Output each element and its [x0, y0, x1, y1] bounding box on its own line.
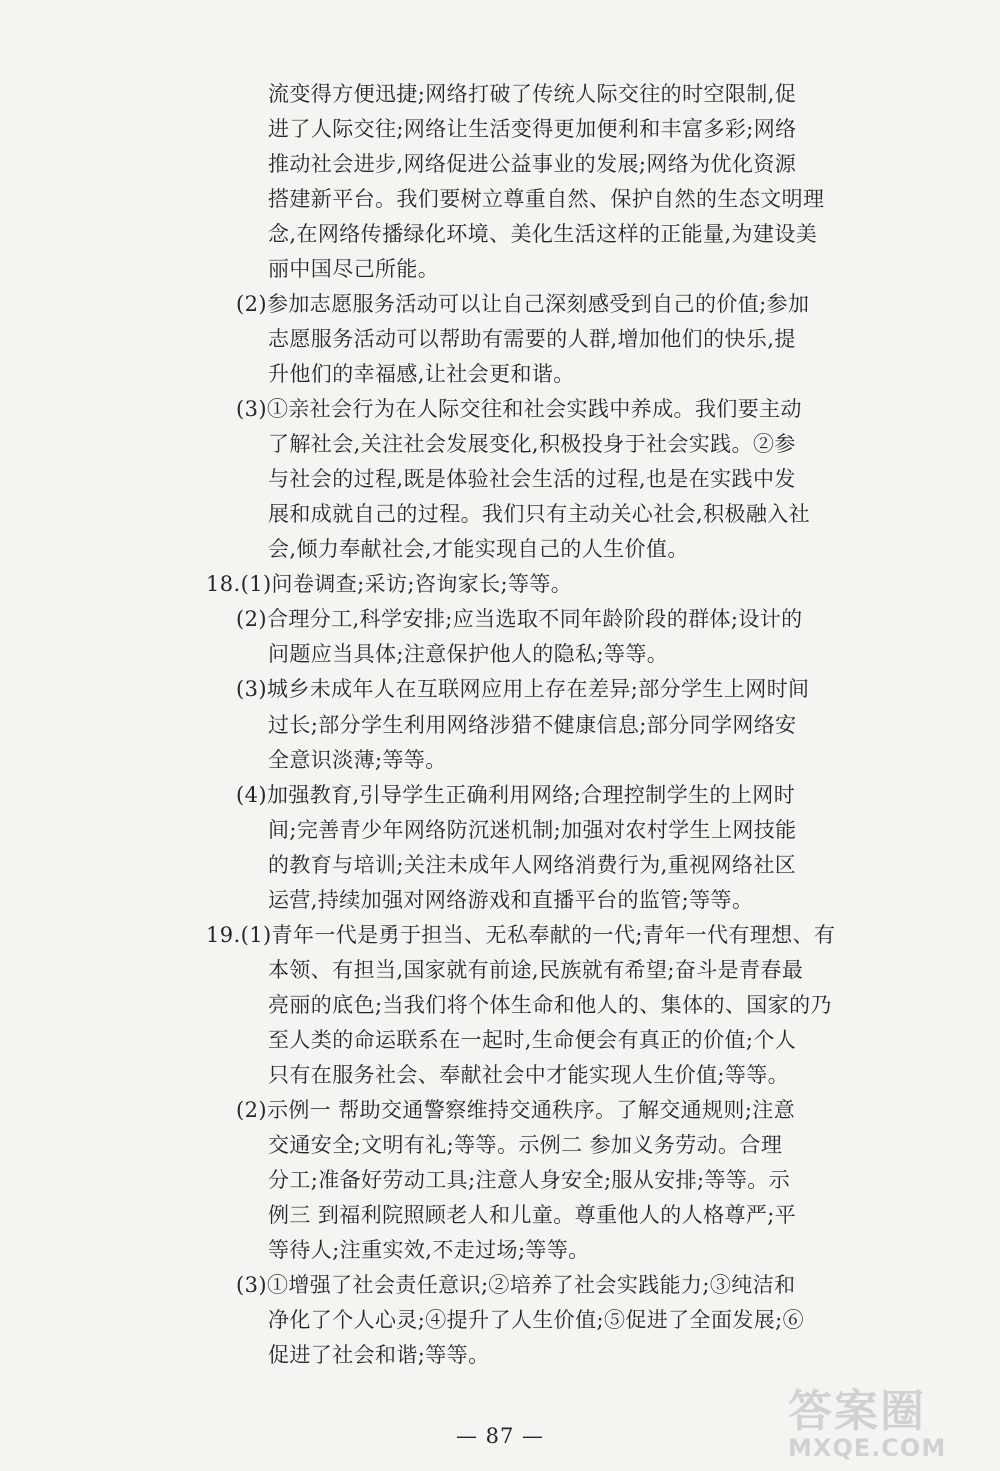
text-line: (3)①亲社会行为在人际交往和社会实践中养成。我们要主动 — [236, 397, 802, 421]
text-line: 间;完善青少年网络防沉迷机制;加强对农村学生上网技能 — [268, 818, 797, 842]
text-line: 过长;部分学生利用网络涉猎不健康信息;部分同学网络安 — [268, 713, 797, 737]
text-line: 的教育与培训;关注未成年人网络消费行为,重视网络社区 — [268, 853, 797, 877]
text-line: 了解社会,关注社会发展变化,积极投身于社会实践。②参 — [268, 432, 796, 456]
text-line: 净化了个人心灵;④提升了人生价值;⑤促进了全面发展;⑥ — [268, 1308, 805, 1332]
text-line: 全意识淡薄;等等。 — [268, 748, 447, 772]
text-line: 推动社会进步,网络促进公益事业的发展;网络为优化资源 — [268, 152, 797, 176]
text-line: 等待人;注重实效,不走过场;等等。 — [268, 1238, 590, 1262]
text-line: 亮丽的底色;当我们将个体生命和他人的、集体的、国家的乃 — [268, 993, 832, 1017]
text-line: 会,倾力奉献社会,才能实现自己的人生价值。 — [268, 537, 689, 561]
text-line: 念,在网络传播绿化环境、美化生活这样的正能量,为建设美 — [268, 222, 818, 246]
watermark-url: MXQE.COM — [788, 1434, 947, 1462]
text-line: 展和成就自己的过程。我们只有主动关心社会,积极融入社 — [268, 502, 811, 526]
text-line: 本领、有担当,国家就有前途,民族就有希望;奋斗是青春最 — [268, 958, 804, 982]
watermark-logo-text: 答案圈 — [788, 1386, 926, 1437]
text-line: 与社会的过程,既是体验社会生活的过程,也是在实践中发 — [268, 467, 796, 491]
text-line: (4)加强教育,引导学生正确利用网络;合理控制学生的上网时 — [236, 783, 796, 807]
text-line: (2)示例一 帮助交通警察维持交通秩序。了解交通规则;注意 — [236, 1098, 796, 1122]
question-19-line: 19.(1)青年一代是勇于担当、无私奉献的一代;青年一代有理想、有 — [206, 923, 836, 947]
text-line: 丽中国尽己所能。 — [268, 257, 440, 281]
watermark-logo — [788, 1386, 988, 1466]
text-line: 搭建新平台。我们要树立尊重自然、保护自然的生态文明理 — [268, 187, 825, 211]
text-line: 分工;准备好劳动工具;注意人身安全;服从安排;等等。示 — [268, 1168, 791, 1192]
text-line: 升他们的幸福感,让社会更和谐。 — [268, 362, 575, 386]
text-line: 流变得方便迅捷;网络打破了传统人际交往的时空限制,促 — [268, 82, 797, 106]
text-line: 只有在服务社会、奉献社会中才能实现人生价值;等等。 — [268, 1063, 790, 1087]
text-line: 促进了社会和谐;等等。 — [268, 1343, 490, 1367]
text-line: (3)城乡未成年人在互联网应用上存在差异;部分学生上网时间 — [236, 677, 810, 701]
text-line: 例三 到福利院照顾老人和儿童。尊重他人的人格尊严;平 — [268, 1203, 797, 1227]
text-line: (3)①增强了社会责任意识;②培养了社会实践能力;③纯洁和 — [236, 1273, 796, 1297]
question-18-line: 18.(1)问卷调查;采访;咨询家长;等等。 — [206, 572, 573, 596]
text-line: 至人类的命运联系在一起时,生命便会有真正的价值;个人 — [268, 1028, 797, 1052]
text-line: 问题应当具体;注意保护他人的隐私;等等。 — [268, 642, 669, 666]
text-line: (2)参加志愿服务活动可以让自己深刻感受到自己的价值;参加 — [236, 292, 810, 316]
text-line: (2)合理分工,科学安排;应当选取不同年龄阶段的群体;设计的 — [236, 607, 803, 631]
text-line: 志愿服务活动可以帮助有需要的人群,增加他们的快乐,提 — [268, 327, 796, 351]
page-number: — 87 — — [455, 1424, 545, 1448]
text-line: 交通安全;文明有礼;等等。示例二 参加义务劳动。合理 — [268, 1133, 783, 1157]
text-line: 进了人际交往;网络让生活变得更加便利和丰富多彩;网络 — [268, 117, 797, 141]
text-line: 运营,持续加强对网络游戏和直播平台的监管;等等。 — [268, 888, 754, 912]
